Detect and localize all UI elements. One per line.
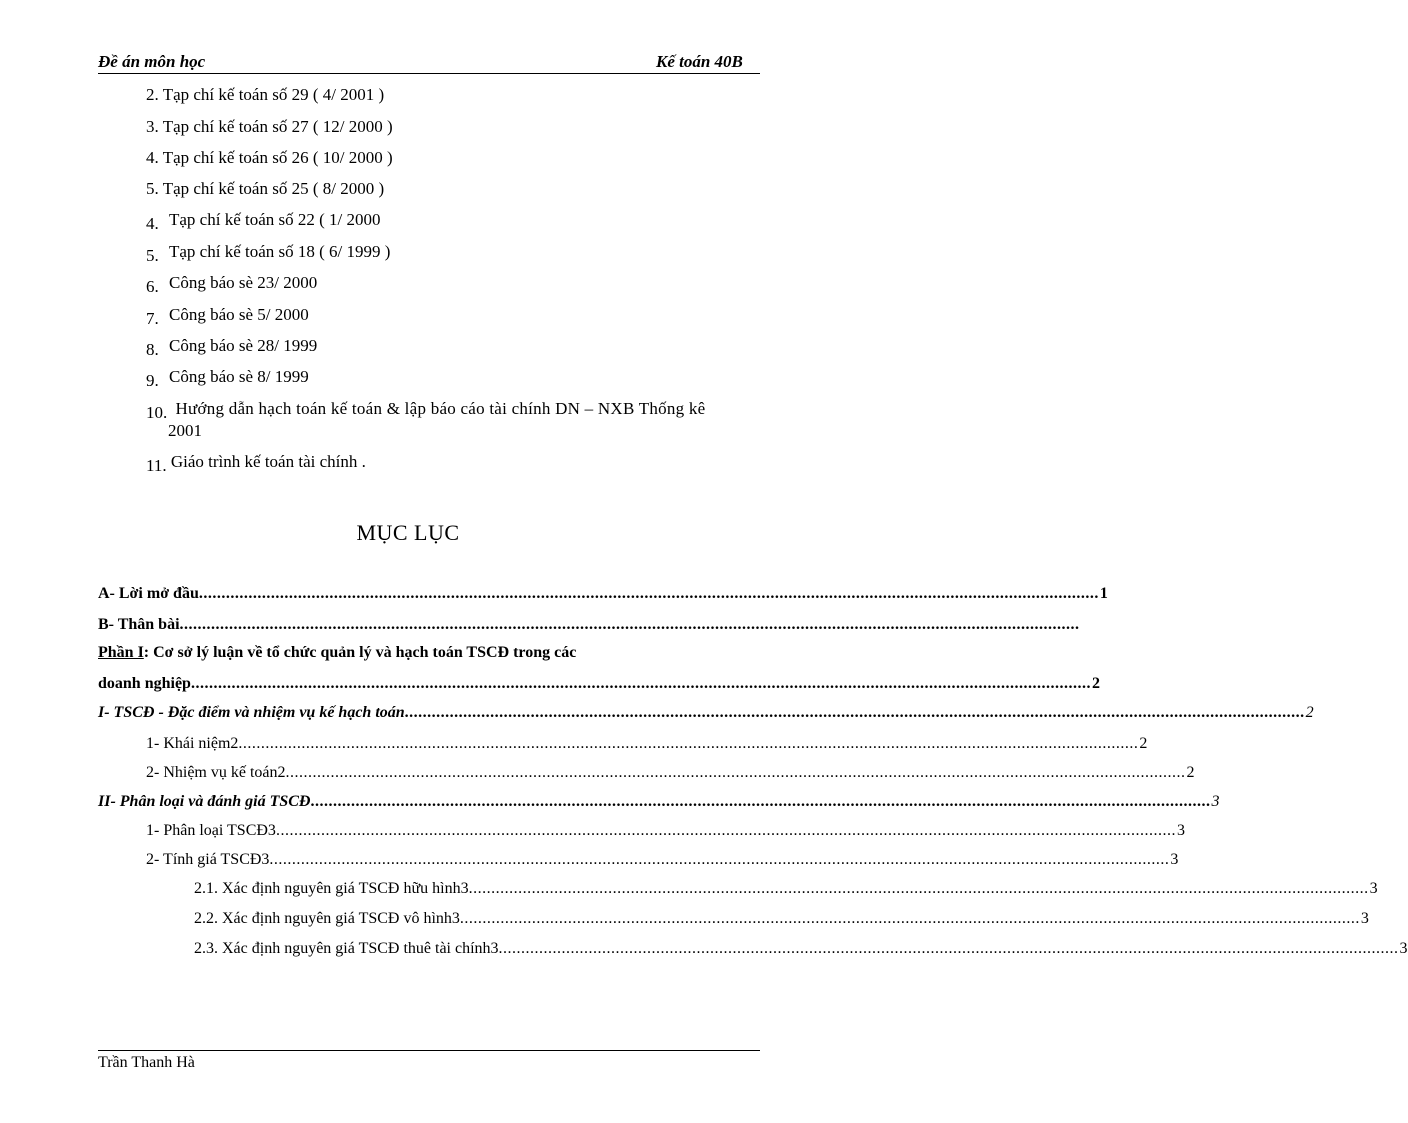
toc-leader: ........................................................................................................................................................................................................ [269,851,1170,868]
toc-title: MỤC LỤC [356,520,460,545]
reference-text: Tạp chí kế toán số 27 ( 12/ 2000 ) [162,117,393,136]
reference-number: 5. [146,246,159,265]
toc-page-number: 3 [1360,910,1369,927]
toc-page-number: 2 [1091,675,1100,692]
reference-item [146,452,366,475]
reference-item [146,273,318,296]
toc-page-number: 2 [1139,735,1148,752]
reference-text: Công báo sè 5/ 2000 [169,305,309,324]
toc-entry[interactable] [194,940,1408,958]
toc-entry[interactable] [98,704,1314,722]
toc-page-number: 3 [1170,851,1179,868]
toc-entry-label: II- Phân loại và đánh giá TSCĐ [98,793,311,810]
toc-leader: ........................................................................................................................................................................................................ [285,764,1186,781]
toc-leader: ........................................................................................................................................................................................................ [198,585,1099,602]
reference-text: Tạp chí kế toán số 22 ( 1/ 2000 [169,210,381,229]
reference-number: 7. [146,309,159,328]
reference-item [146,336,318,359]
toc-entry-label: 2.1. Xác định nguyên giá TSCĐ hữu hình3 [194,880,469,897]
toc-leader: ........................................................................................................................................................................................................ [238,735,1139,752]
toc-entry-label: 1- Phân loại TSCĐ3 [146,822,276,839]
toc-leader: ........................................................................................................................................................................................................ [498,940,1399,957]
reference-item [146,399,780,422]
reference-number: 3. [146,117,159,136]
reference-number: 5. [146,179,159,198]
reference-text: Tạp chí kế toán số 29 ( 4/ 2001 ) [162,85,385,104]
reference-item [146,210,381,233]
reference-item [146,305,309,328]
reference-item [146,117,393,137]
toc-entry-label: 2- Tính giá TSCĐ3 [146,851,270,868]
reference-number: 8. [146,340,159,359]
reference-text: Giáo trình kế toán tài chính . [170,452,366,471]
reference-item [146,148,393,168]
reference-text: Công báo sè 8/ 1999 [169,367,309,386]
header-course-title: Đề án môn học [98,52,206,71]
toc-entry-label: A- Lời mở đầu [98,585,199,602]
toc-entry[interactable] [146,851,1179,869]
reference-text: Công báo sè 28/ 1999 [169,336,318,355]
reference-item [146,242,391,265]
toc-leader: ........................................................................................................................................................................................................ [459,910,1360,927]
reference-text: Hướng dẫn hạch toán kế toán & lập báo cáo tài chính DN – NXB Thống kê [175,399,706,418]
reference-number: 6. [146,277,159,296]
footer-divider [98,1050,760,1051]
toc-page-number: 3 [1369,880,1378,897]
toc-leader: ........................................................................................................................................................................................................ [468,880,1369,897]
toc-entry-label: 2- Nhiệm vụ kế toán2 [146,764,286,781]
header-divider [98,73,760,74]
reference-number: 10. [146,403,168,422]
toc-entry[interactable] [146,735,1148,753]
reference-text: Tạp chí kế toán số 18 ( 6/ 1999 ) [169,242,391,261]
toc-leader: ........................................................................................................................................................................................................ [179,616,1080,633]
footer-author-name: Trần Thanh Hà [98,1054,195,1071]
header-class-name: Kế toán 40B [656,52,743,71]
toc-leader: ........................................................................................................................................................................................................ [404,704,1305,721]
toc-entry[interactable] [98,585,1108,603]
toc-entry-label-prefix: Phần I [98,644,144,661]
toc-page-number: 2 [1305,704,1314,721]
toc-entry[interactable] [194,910,1369,928]
toc-entry[interactable] [98,644,718,662]
toc-leader: ........................................................................................................................................................................................................ [190,675,1091,692]
reference-number: 2. [146,85,159,104]
toc-page-number: 1 [1099,585,1108,602]
reference-item [146,367,309,390]
toc-entry[interactable] [146,822,1185,840]
toc-entry-label: doanh nghiệp [98,675,191,692]
reference-number: 9. [146,371,159,390]
reference-item [146,179,384,199]
toc-entry-label: B- Thân bài [98,616,180,633]
reference-text-continuation: 2001 [168,421,202,440]
toc-entry[interactable] [98,793,1220,811]
toc-entry[interactable] [194,880,1378,898]
reference-number: 4. [146,214,159,233]
toc-entry[interactable] [98,675,1100,693]
reference-text: Tạp chí kế toán số 26 ( 10/ 2000 ) [162,148,393,167]
reference-number: 11. [146,456,167,475]
toc-entry[interactable] [98,616,1080,634]
toc-entry-label: 2.3. Xác định nguyên giá TSCĐ thuê tài chính3 [194,940,499,957]
reference-number: 4. [146,148,159,167]
toc-entry-label: I- TSCĐ - Đặc điểm và nhiệm vụ kế hạch toán [98,704,405,721]
toc-entry-label: : Cơ sở lý luận về tổ chức quản lý và hạch toán TSCĐ trong các [143,644,577,661]
toc-page-number: 3 [1211,793,1220,810]
toc-page-number: 2 [1186,764,1195,781]
toc-leader: ........................................................................................................................................................................................................ [310,793,1211,810]
toc-entry[interactable] [146,764,1195,782]
toc-entry-label: 2.2. Xác định nguyên giá TSCĐ vô hình3 [194,910,460,927]
toc-page-number: 3 [1176,822,1185,839]
toc-entry-label: 1- Khái niệm2 [146,735,239,752]
reference-text: Công báo sè 23/ 2000 [169,273,318,292]
toc-page-number: 3 [1399,940,1408,957]
reference-item [146,85,384,105]
toc-leader: ........................................................................................................................................................................................................ [275,822,1176,839]
reference-text: Tạp chí kế toán số 25 ( 8/ 2000 ) [162,179,385,198]
